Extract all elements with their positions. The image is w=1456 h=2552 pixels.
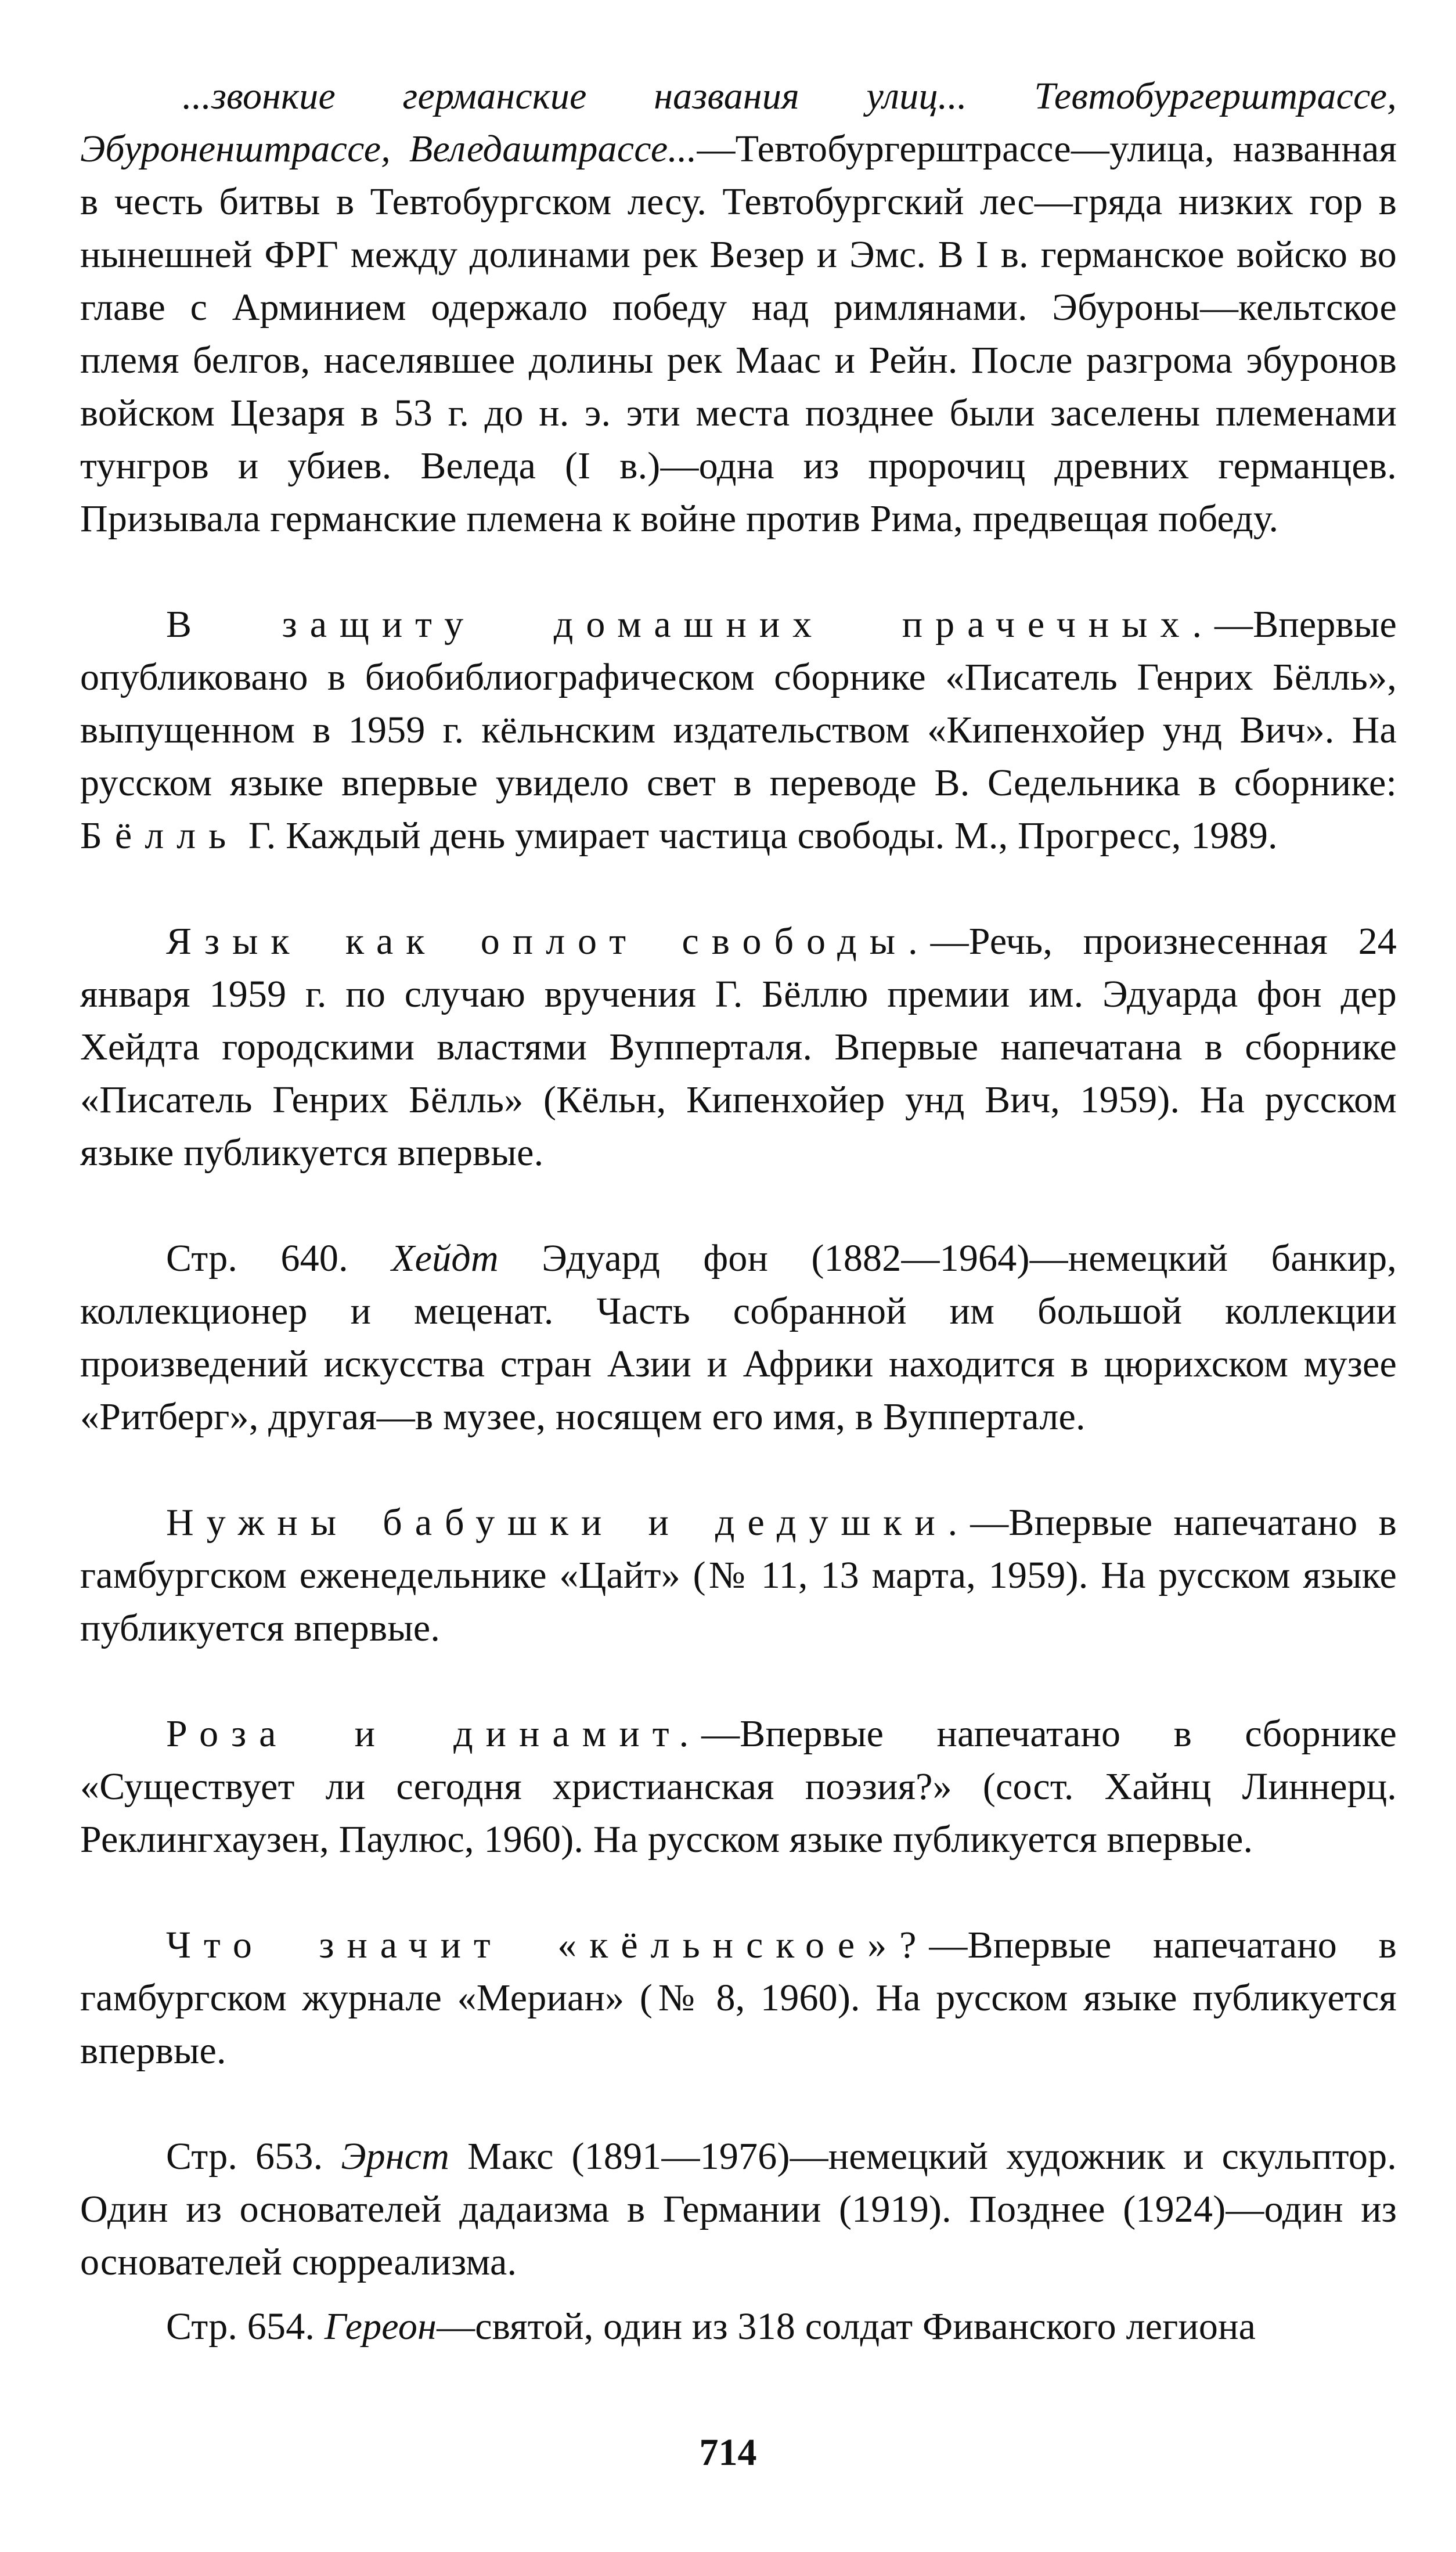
- note-text: Г. Каждый день умирает частица свободы. М., Прогресс, 1989.: [239, 814, 1278, 857]
- note-street-names: [80, 70, 1397, 545]
- note-text: —Впервые напечатано в гамбургском журнале «Мериан» (№ 8, 1960). На русском языке публикуется впервые.: [80, 1924, 1397, 2072]
- note-rose-dynamite: [80, 1707, 1397, 1866]
- note-page-ref: Стр. 640.: [166, 1237, 392, 1279]
- note-title: Что значит «кёльнское»?: [166, 1924, 929, 1966]
- note-text: —Впервые напечатано в сборнике «Существует ли сегодня христианская поэзия?» (сост. Хайнц Линнерц. Реклингхаузен, Паулюс, 1960). На русском языке публикуется впервые.: [80, 1713, 1397, 1861]
- note-title: В защиту домашних прачечных.: [166, 603, 1214, 646]
- note-text: —Впервые напечатано в гамбургском еженедельнике «Цайт» (№ 11, 13 марта, 1959). На русском языке публикуется впервые.: [80, 1501, 1397, 1649]
- note-title: Роза и динамит.: [166, 1713, 702, 1755]
- note-text: —Тевтобургерштрассе—улица, названная в честь битвы в Тевтобургском лесу. Тевтобургский лес—гряда низких гор в нынешней ФРГ между долинами рек Везер и Эмс. В I в. германское войско во главе с Арминием одержало победу над римлянами. Эбуроны—кельтское племя белгов, населявшее долины рек Маас и Рейн. После разгрома эбуронов войском Цезаря в 53 г. до н. э. эти места позднее были заселены племенами тунгров и убиев. Веледа (I в.)—одна из пророчиц древних германцев. Призывала германские племена к войне против Рима, предвещая победу.: [80, 128, 1397, 540]
- note-gereon: [80, 2300, 1397, 2353]
- note-heydt: [80, 1232, 1397, 1443]
- note-name: Эрнст: [341, 2135, 450, 2178]
- note-text: Эдуард фон (1882—1964)—немецкий банкир, коллекционер и меценат. Часть собранной им большой коллекции произведений искусства стран Азии и Африки находится в цюрихском музее «Ритберг», другая—в музее, носящем его имя, в Вуппертале.: [80, 1237, 1397, 1438]
- note-text: —Речь, произнесенная 24 января 1959 г. по случаю вручения Г. Бёллю премии им. Эдуарда фон дер Хейдта городскими властями Вупперталя. Впервые напечатана в сборнике «Писатель Генрих Бёлль» (Кёльн, Кипенхойер унд Вич, 1959). На русском языке публикуется впервые.: [80, 920, 1397, 1174]
- note-language-freedom: [80, 915, 1397, 1179]
- note-page-ref: Стр. 654.: [166, 2305, 325, 2348]
- note-title: Нужны бабушки и дедушки.: [166, 1501, 971, 1544]
- note-lead-quote: ...звонкие германские названия улиц... Тевтобургерштрассе, Эбуроненштрассе, Веледаштрассе...: [80, 75, 1397, 170]
- note-author-spaced: Бёлль: [80, 814, 239, 857]
- note-cologne: [80, 1919, 1397, 2077]
- note-text: —Впервые опубликовано в биобиблиографическом сборнике «Писатель Генрих Бёлль», выпущенном в 1959 г. кёльнским издательством «Кипенхойер унд Вич». На русском языке впервые увидело свет в переводе В. Седельника в сборнике:: [80, 603, 1397, 804]
- note-page-ref: Стр. 653.: [166, 2135, 341, 2178]
- note-text: —святой, один из 318 солдат Фиванского легиона: [437, 2305, 1256, 2348]
- page-number: 714: [699, 2431, 757, 2474]
- note-laundries: [80, 598, 1397, 862]
- commentary-page: [80, 70, 1397, 2353]
- note-title: Язык как оплот свободы.: [166, 920, 931, 963]
- note-name: Хейдт: [391, 1237, 499, 1279]
- note-text: Макс (1891—1976)—немецкий художник и скульптор. Один из основателей дадаизма в Германии (1919). Позднее (1924)—один из основателей сюрреализма.: [80, 2135, 1397, 2283]
- note-grandparents: [80, 1496, 1397, 1655]
- note-name: Гереон: [324, 2305, 437, 2348]
- note-ernst: [80, 2130, 1397, 2288]
